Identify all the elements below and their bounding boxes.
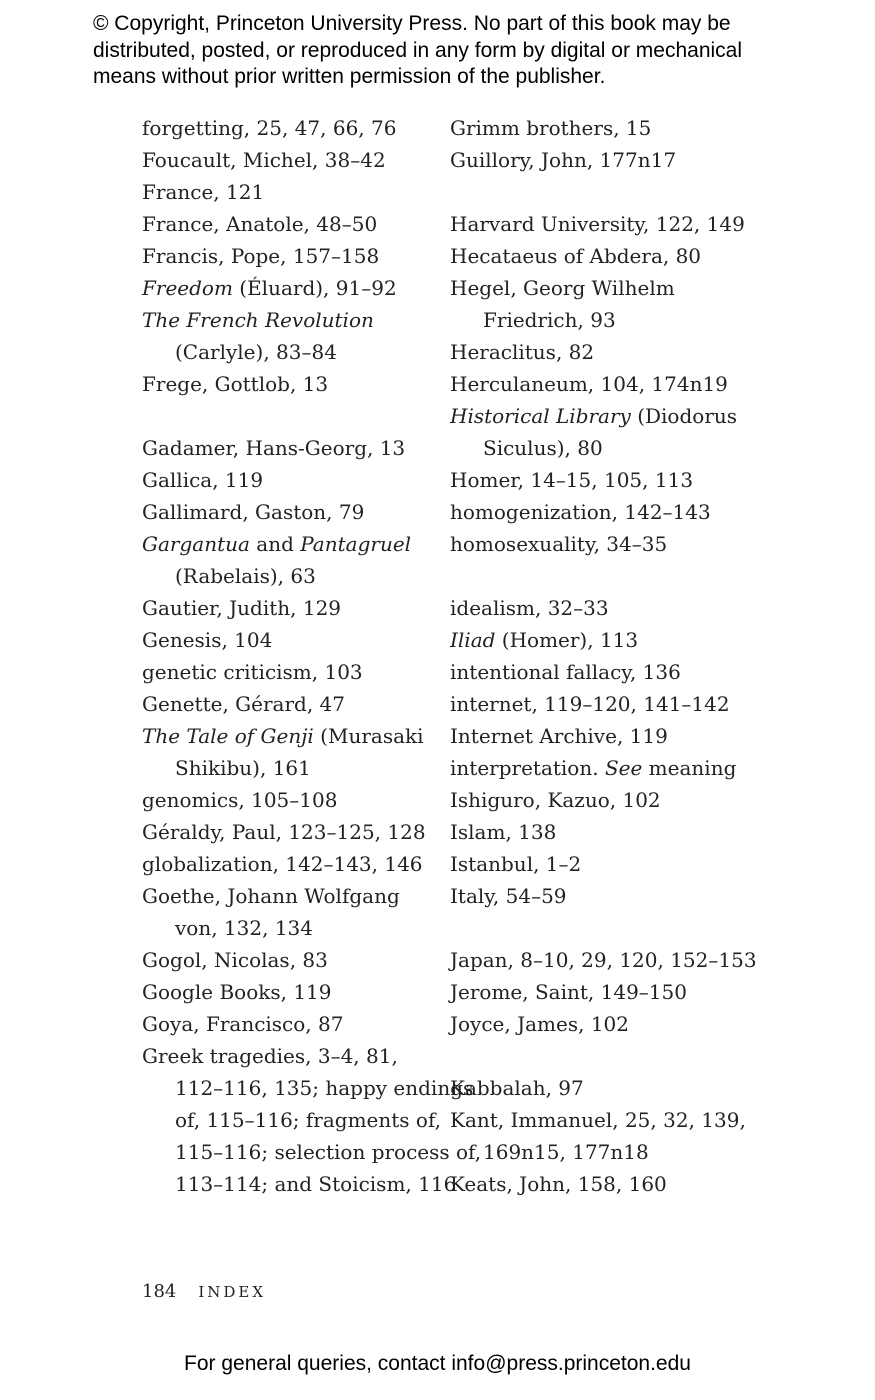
index-entry: genetic criticism, 103 — [142, 660, 363, 684]
index-entry: Kabbalah, 97 — [450, 1076, 584, 1100]
index-entry: Gadamer, Hans-Georg, 13 — [142, 436, 406, 460]
index-entry: forgetting, 25, 47, 66, 76 — [142, 116, 397, 140]
index-entry: Internet Archive, 119 — [450, 724, 668, 748]
index-entry: interpretation. See meaning — [450, 756, 737, 780]
copyright-line: means without prior written permission of the publisher. — [93, 65, 606, 88]
page-number: 184 — [142, 1281, 177, 1302]
index-entry: homosexuality, 34–35 — [450, 532, 668, 556]
index-entry: homogenization, 142–143 — [450, 500, 711, 524]
index-entry: Iliad (Homer), 113 — [450, 628, 639, 652]
index-entry: Hecataeus of Abdera, 80 — [450, 244, 702, 268]
index-entry: The Tale of Genji (Murasaki Shikibu), 161 — [142, 724, 424, 780]
index-entry: Gautier, Judith, 129 — [142, 596, 342, 620]
index-entry: Gallica, 119 — [142, 468, 264, 492]
index-entry: Géraldy, Paul, 123–125, 128 — [142, 820, 426, 844]
index-entry: Homer, 14–15, 105, 113 — [450, 468, 694, 492]
index-entry: genomics, 105–108 — [142, 788, 338, 812]
index-entry: Grimm brothers, 15 — [450, 116, 652, 140]
index-entry: intentional fallacy, 136 — [450, 660, 681, 684]
index-entry: Islam, 138 — [450, 820, 557, 844]
index-entry: Herculaneum, 104, 174n19 — [450, 372, 728, 396]
index-entry: Gogol, Nicolas, 83 — [142, 948, 328, 972]
index-entry: Google Books, 119 — [142, 980, 332, 1004]
index-entry: Frege, Gottlob, 13 — [142, 372, 329, 396]
index-entry: Gargantua and Pantagruel (Rabelais), 63 — [142, 532, 412, 588]
index-entry: Italy, 54–59 — [450, 884, 567, 908]
index-entry: Joyce, James, 102 — [450, 1012, 630, 1036]
index-entry: Greek tragedies, 3–4, 81, 112–116, 135; happy endings of, 115–116; fragments of, 115–116; selection process of, 113–114; and Stoicism, 116 — [142, 1044, 482, 1196]
index-entry: Jerome, Saint, 149–150 — [450, 980, 687, 1004]
index-entry: Foucault, Michel, 38–42 — [142, 148, 386, 172]
page-folio — [142, 1281, 266, 1302]
index-entry: The French Revolution (Carlyle), 83–84 — [142, 308, 374, 364]
index-entry: Goya, Francisco, 87 — [142, 1012, 344, 1036]
index-column-left — [142, 112, 482, 1200]
index-entry: Francis, Pope, 157–158 — [142, 244, 380, 268]
index-entry: Freedom (Éluard), 91–92 — [142, 276, 397, 300]
index-entry: Guillory, John, 177n17 — [450, 148, 677, 172]
index-column-right — [450, 112, 757, 1200]
index-entry: France, 121 — [142, 180, 265, 204]
copyright-line: © Copyright, Princeton University Press. No part of this book may be — [93, 12, 731, 35]
index-entry: Harvard University, 122, 149 — [450, 212, 745, 236]
index-entry: Hegel, Georg Wilhelm Friedrich, 93 — [450, 276, 675, 332]
index-entry: Goethe, Johann Wolfgang von, 132, 134 — [142, 884, 400, 940]
index-entry: Istanbul, 1–2 — [450, 852, 582, 876]
index-entry: idealism, 32–33 — [450, 596, 609, 620]
running-head: INDEX — [198, 1283, 267, 1301]
copyright-notice — [93, 11, 853, 91]
index-entry: Genette, Gérard, 47 — [142, 692, 345, 716]
index-entry: Gallimard, Gaston, 79 — [142, 500, 365, 524]
index-entry: Keats, John, 158, 160 — [450, 1172, 667, 1196]
index-entry: globalization, 142–143, 146 — [142, 852, 423, 876]
copyright-line: distributed, posted, or reproduced in any form by digital or mechanical — [93, 38, 743, 62]
index-entry: Heraclitus, 82 — [450, 340, 595, 364]
index-entry: France, Anatole, 48–50 — [142, 212, 378, 236]
index-entry: Ishiguro, Kazuo, 102 — [450, 788, 661, 812]
index-entry: Japan, 8–10, 29, 120, 152–153 — [450, 948, 757, 972]
index-entry: internet, 119–120, 141–142 — [450, 692, 730, 716]
index-entry: Genesis, 104 — [142, 628, 273, 652]
index-entry: Historical Library (Diodorus Siculus), 80 — [450, 404, 738, 460]
index-entry: Kant, Immanuel, 25, 32, 139, 169n15, 177n18 — [450, 1108, 746, 1164]
footer-contact: For general queries, contact info@press.princeton.edu — [184, 1352, 691, 1375]
